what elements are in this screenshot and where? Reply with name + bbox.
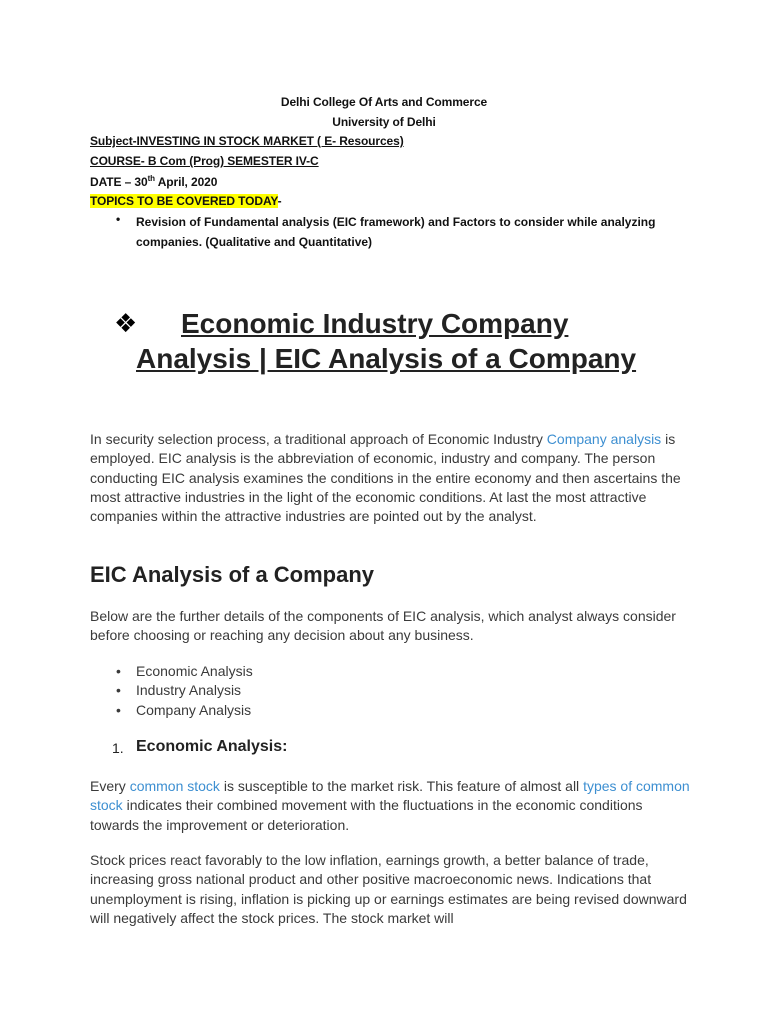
bullet-dot-icon: • <box>116 212 121 226</box>
economic-paragraph-2: Stock prices react favorably to the low inflation, earnings growth, a better balance of trade, increasing gross national product and other positive macroeconomic news. Indications that unemployment is rising, inflation is picking up or earnings estimates are being revised downward will negatively affect the stock prices. The stock market will <box>90 852 687 926</box>
economic-heading: Economic Analysis: <box>136 738 288 755</box>
date-line <box>90 174 217 189</box>
company-analysis-link[interactable]: Company analysis <box>546 431 662 447</box>
date-sup: th <box>147 174 155 183</box>
economic-number: 1. <box>112 740 124 756</box>
course-line: COURSE- B Com (Prog) SEMESTER IV-C <box>90 154 319 168</box>
topics-dash: - <box>277 194 282 208</box>
list-item: Economic Analysis <box>136 663 253 679</box>
bullet-dot-icon: • <box>116 702 121 718</box>
date-prefix: DATE – 30 <box>90 175 148 189</box>
list-item: Industry Analysis <box>136 682 242 698</box>
bullet-dot-icon: • <box>116 682 121 698</box>
college-name: Delhi College Of Arts and Commerce <box>280 95 488 109</box>
types-of-common-stock-link[interactable]: types of common stock <box>90 778 690 814</box>
date-suffix: April, 2020 <box>154 175 218 189</box>
list-item: Company Analysis <box>136 702 252 718</box>
econ-text-b: is susceptible to the market risk. This feature of almost all <box>219 778 584 794</box>
document-title <box>136 306 736 376</box>
topics-line <box>90 194 282 208</box>
title-line-1: Economic Industry Company <box>181 308 569 339</box>
university-name: University of Delhi <box>332 115 436 129</box>
section-description: Below are the further details of the components of EIC analysis, which analyst always consider before choosing or reaching any decision about any business. <box>90 608 676 644</box>
topic-bullet-text: Revision of Fundamental analysis (EIC framework) and Factors to consider while analyzing companies. (Qualitative and Quantitative) <box>136 215 656 249</box>
econ-text-a: Every <box>90 778 130 794</box>
intro-paragraph <box>90 430 690 526</box>
bullet-dot-icon: • <box>116 663 121 679</box>
common-stock-link[interactable]: common stock <box>129 778 220 794</box>
topics-label: TOPICS TO BE COVERED TODAY <box>90 194 278 208</box>
economic-paragraph-1 <box>90 777 690 835</box>
intro-text-a: In security selection process, a traditional approach of Economic Industry <box>90 431 547 447</box>
intro-text-b: is employed. EIC analysis is the abbreviation of economic, industry and company. The person conducting EIC analysis examines the conditions in the entire economy and then ascertains the most attractive industries in the light of the economic conditions. At last the most attractive companies within the attractive industries are pointed out by the analyst. <box>90 431 681 525</box>
subject-line: Subject-INVESTING IN STOCK MARKET ( E- Resources) <box>90 134 404 148</box>
econ-text-c: indicates their combined movement with the fluctuations in the economic conditions towards the improvement or deterioration. <box>90 797 643 833</box>
title-line-2: Analysis | EIC Analysis of a Company <box>136 343 637 374</box>
diamond-bullet-icon: ❖ <box>114 309 138 339</box>
section-heading: EIC Analysis of a Company <box>90 562 375 587</box>
